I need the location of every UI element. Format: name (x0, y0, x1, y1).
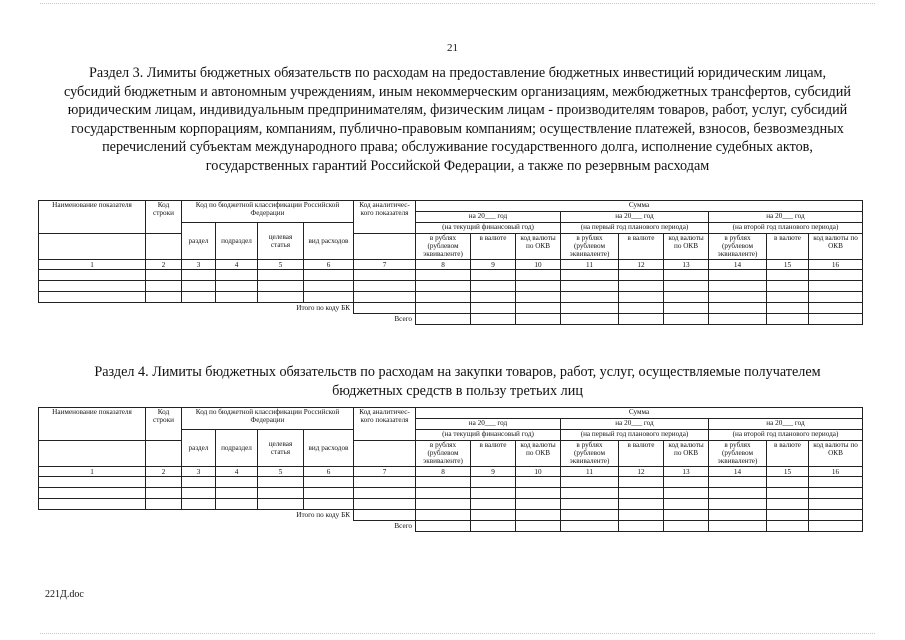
header-period-1: (на текущий финансовый год) (416, 223, 561, 234)
header-bk-target: целевая статья (258, 223, 304, 260)
col-number: 13 (664, 467, 709, 477)
section3-table (38, 200, 863, 325)
col-number: 7 (354, 467, 416, 477)
header-analytic: Код аналитичес-кого показателя (354, 408, 416, 441)
header-year-3: на 20___ год (709, 419, 863, 430)
col-number: 9 (471, 467, 516, 477)
total-all-row (39, 314, 863, 325)
header-rub-1: в рублях (рублевом эквиваленте) (416, 441, 471, 467)
col-number: 1 (39, 260, 146, 270)
total-all-label: Всего (394, 315, 412, 324)
total-bk-label: Итого по коду БК (296, 304, 350, 313)
header-okv-1: код валюты по ОКВ (516, 234, 561, 260)
header-rub-1: в рублях (рублевом эквиваленте) (416, 234, 471, 260)
col-number: 8 (416, 260, 471, 270)
table-row (39, 281, 863, 292)
header-bk-section: раздел (182, 430, 216, 467)
header-period-3: (на второй год планового периода) (709, 430, 863, 441)
footer-filename: 221Д.doc (45, 589, 84, 600)
table-row (39, 499, 863, 510)
col-number: 11 (561, 260, 619, 270)
table-row (39, 477, 863, 488)
col-number: 5 (258, 260, 304, 270)
section3-title: Раздел 3. Лимиты бюджетных обязательств по расходам на предоставление бюджетных инвестиций юридическим лицам, субсидий бюджетным и автономным учреждениям, иным некоммерческим организациям, межбюджетных трансфертов, субсидий юридическим лицам, индивидуальным предпринимателям, физическим лицам - производителям товаров, работ, услуг, субсидий государственным корпорациям, компаниям, публично-правовым компаниям; осуществление платежей, взносов, безвозмездных перечислений субъектам международного права; обслуживание государственного долга, исполнение судебных актов, государственных гарантий Российской Федерации, а также по резервным расходам (64, 65, 851, 174)
scan-artifact-bottom (40, 633, 875, 634)
table-row (39, 292, 863, 303)
header-analytic: Код аналитичес-кого показателя (354, 201, 416, 234)
table-row (39, 488, 863, 499)
col-number: 6 (304, 260, 354, 270)
header-bk-target: целевая статья (258, 430, 304, 467)
column-numbers-row (39, 260, 863, 270)
header-year-1: на 20___ год (416, 419, 561, 430)
section4-table (38, 407, 863, 532)
col-number: 11 (561, 467, 619, 477)
header-cur-1: в валюте (471, 234, 516, 260)
col-number: 16 (809, 260, 863, 270)
header-okv-3: код валюты по ОКВ (809, 441, 863, 467)
col-number: 10 (516, 260, 561, 270)
col-number: 2 (146, 467, 182, 477)
header-bk-type: вид расходов (304, 430, 354, 467)
header-bk-section: раздел (182, 223, 216, 260)
header-okv-2: код валюты по ОКВ (664, 441, 709, 467)
col-number: 8 (416, 467, 471, 477)
header-sum: Сумма (416, 201, 863, 212)
header-bk-subsection: подраздел (216, 223, 258, 260)
total-bk-row (39, 510, 863, 521)
header-year-2: на 20___ год (561, 419, 709, 430)
page-number: 21 (447, 42, 458, 54)
header-period-3: (на второй год планового периода) (709, 223, 863, 234)
col-number: 14 (709, 467, 767, 477)
total-bk-row (39, 303, 863, 314)
col-number: 1 (39, 467, 146, 477)
header-cur-2: в валюте (619, 234, 664, 260)
header-year-1: на 20___ год (416, 212, 561, 223)
header-okv-3: код валюты по ОКВ (809, 234, 863, 260)
col-number: 9 (471, 260, 516, 270)
total-all-row (39, 521, 863, 532)
table-row (39, 270, 863, 281)
header-okv-1: код валюты по ОКВ (516, 441, 561, 467)
header-year-3: на 20___ год (709, 212, 863, 223)
col-number: 14 (709, 260, 767, 270)
header-rub-3: в рублях (рублевом эквиваленте) (709, 441, 767, 467)
col-number: 3 (182, 467, 216, 477)
col-number: 7 (354, 260, 416, 270)
header-bk-subsection: подраздел (216, 430, 258, 467)
col-number: 4 (216, 467, 258, 477)
header-name: Наименование показателя (39, 201, 146, 234)
col-number: 4 (216, 260, 258, 270)
header-code: Код строки (146, 201, 182, 234)
col-number: 12 (619, 467, 664, 477)
column-numbers-row (39, 467, 863, 477)
total-bk-label: Итого по коду БК (296, 511, 350, 520)
col-number: 13 (664, 260, 709, 270)
header-rub-2: в рублях (рублевом эквиваленте) (561, 441, 619, 467)
header-cur-3: в валюте (767, 234, 809, 260)
col-number: 10 (516, 467, 561, 477)
scan-artifact-top (40, 3, 875, 4)
col-number: 12 (619, 260, 664, 270)
header-name: Наименование показателя (39, 408, 146, 441)
section4-title: Раздел 4. Лимиты бюджетных обязательств по расходам на закупки товаров, работ, услуг, осуществляемые получателем бюджетных средств в пользу третьих лиц (94, 364, 821, 399)
header-bk: Код по бюджетной классификации Российской Федерации (182, 408, 354, 430)
col-number: 3 (182, 260, 216, 270)
header-cur-3: в валюте (767, 441, 809, 467)
col-number: 5 (258, 467, 304, 477)
col-number: 15 (767, 260, 809, 270)
col-number: 6 (304, 467, 354, 477)
col-number: 15 (767, 467, 809, 477)
col-number: 16 (809, 467, 863, 477)
header-bk-type: вид расходов (304, 223, 354, 260)
header-rub-3: в рублях (рублевом эквиваленте) (709, 234, 767, 260)
header-code: Код строки (146, 408, 182, 441)
header-cur-1: в валюте (471, 441, 516, 467)
header-period-1: (на текущий финансовый год) (416, 430, 561, 441)
col-number: 2 (146, 260, 182, 270)
header-bk: Код по бюджетной классификации Российской Федерации (182, 201, 354, 223)
total-all-label: Всего (394, 522, 412, 531)
header-okv-2: код валюты по ОКВ (664, 234, 709, 260)
header-period-2: (на первый год планового периода) (561, 223, 709, 234)
header-period-2: (на первый год планового периода) (561, 430, 709, 441)
header-rub-2: в рублях (рублевом эквиваленте) (561, 234, 619, 260)
header-sum: Сумма (416, 408, 863, 419)
header-cur-2: в валюте (619, 441, 664, 467)
header-year-2: на 20___ год (561, 212, 709, 223)
